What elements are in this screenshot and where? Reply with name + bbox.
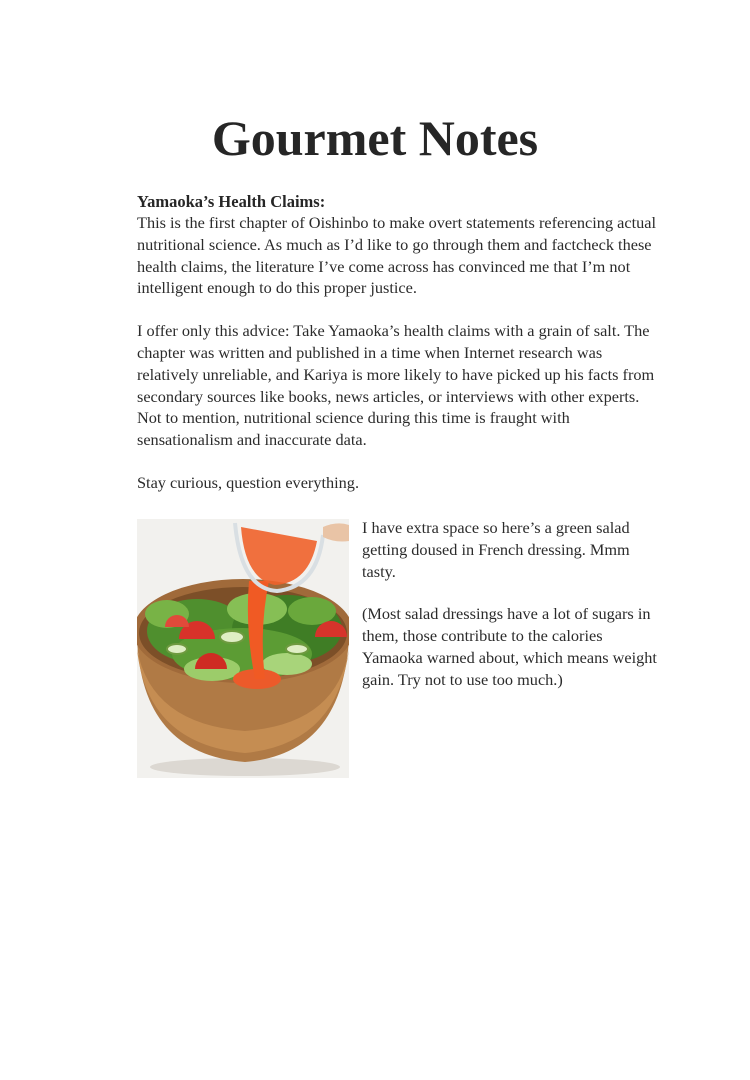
paragraph-closing: Stay curious, question everything. — [137, 472, 360, 492]
side-paragraph-salad: I have extra space so here’s a green salad getting doused in French dressing. Mmm tasty. — [362, 518, 630, 581]
paragraph-advice: I offer only this advice: Take Yamaoka’s health claims with a grain of salt. The chapter was written and published in a time when Internet research was relatively unreliable, and Kariya is more likely to have picked up his facts from secondary sources like books, news articles, or interviews with other experts. Not to mention, nutritional science during this time is fraught with sensationalism and inaccurate data. — [137, 321, 655, 450]
side-text — [362, 517, 662, 691]
page-title: Gourmet Notes — [211, 110, 539, 166]
section-heading: Yamaoka’s Health Claims: — [137, 192, 326, 211]
side-paragraph-dressing-note: (Most salad dressings have a lot of sugars in them, those contribute to the calories Yamaoka warned about, which means weight gain. Try not to use too much.) — [362, 604, 657, 689]
salad-illustration — [137, 519, 349, 778]
main-text — [137, 192, 667, 494]
salad-photo — [137, 519, 349, 778]
paragraph-intro: This is the first chapter of Oishinbo to make overt statements referencing actual nutritional science. As much as I’d like to go through them and factcheck these health claims, the literature I’ve come across has convinced me that I’m not intelligent enough to do this proper justice. — [137, 213, 657, 298]
